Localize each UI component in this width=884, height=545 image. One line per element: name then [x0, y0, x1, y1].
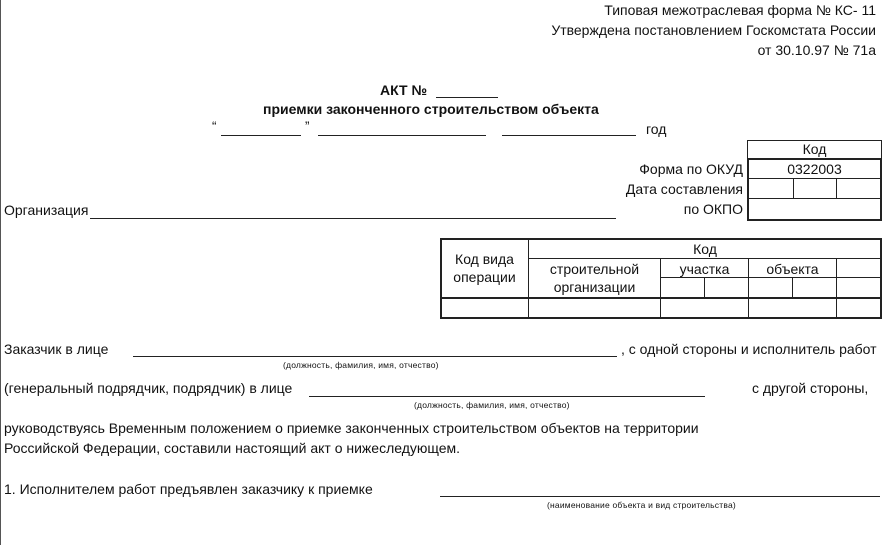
act-subtitle: приемки законченного строительством объекта: [263, 101, 599, 117]
op-code-header-1: Код вида: [455, 251, 514, 267]
form-type-line: Типовая межотраслевая форма № КС- 11: [604, 2, 876, 18]
codes-header: Код: [802, 141, 827, 157]
col-org-header-1: строительной: [549, 261, 640, 277]
okud-label: Форма по ОКУД: [639, 161, 743, 177]
quote-close: ”: [305, 119, 310, 134]
organization-label: Организация: [4, 202, 89, 218]
approval-date-line: от 30.10.97 № 71а: [757, 42, 876, 58]
month-field[interactable]: [318, 135, 486, 136]
col-org-header-2: организации: [553, 279, 636, 295]
page-left-border: [0, 0, 1, 545]
contractor-label: (генеральный подрядчик, подрядчик) в лице: [4, 380, 293, 396]
op-code-cell[interactable]: [443, 299, 527, 316]
object-name-field[interactable]: [440, 496, 880, 497]
op-code-header-2: операции: [453, 269, 516, 285]
paragraph-line-2: Российской Федерации, составили настоящий акт о нижеследующем.: [4, 440, 461, 456]
customer-field[interactable]: [133, 356, 617, 357]
year-word: год: [646, 121, 667, 137]
act-number-field[interactable]: [436, 97, 498, 98]
contractor-hint: (должность, фамилия, имя, отчество): [414, 400, 570, 410]
section-code-cell[interactable]: [662, 299, 747, 316]
organization-field[interactable]: [90, 218, 616, 219]
okpo-label: по ОКПО: [683, 201, 743, 217]
okud-value: 0322003: [787, 161, 842, 177]
paragraph-line-1: руководствуясь Временным положением о приемке законченных строительством объектов на территории: [4, 420, 699, 436]
item-1-text: 1. Исполнителем работ предъявлен заказчику к приемке: [4, 481, 373, 497]
date-month-cell[interactable]: [794, 179, 835, 197]
quote-open: “: [212, 119, 217, 134]
act-number-label: АКТ №: [380, 82, 428, 98]
date-label: Дата составления: [625, 181, 743, 197]
customer-tail: , с одной стороны и исполнитель работ: [621, 341, 877, 357]
date-day-cell[interactable]: [749, 179, 792, 197]
object-name-hint: (наименование объекта и вид строительства): [547, 500, 736, 510]
col-section-header: участка: [679, 261, 730, 277]
col-object-header: объекта: [766, 261, 819, 277]
contractor-tail: с другой стороны,: [752, 380, 869, 396]
day-field[interactable]: [221, 135, 301, 136]
year-field[interactable]: [502, 135, 636, 136]
customer-hint: (должность, фамилия, имя, отчество): [283, 360, 439, 370]
contractor-field[interactable]: [309, 396, 705, 397]
approval-line: Утверждена постановлением Госкомстата России: [551, 22, 876, 38]
date-year-cell[interactable]: [837, 179, 879, 197]
org-code-cell[interactable]: [530, 299, 659, 316]
code-group-header: Код: [693, 241, 717, 257]
object-code-cell[interactable]: [750, 299, 835, 316]
okpo-cell[interactable]: [750, 200, 879, 218]
customer-label: Заказчик в лице: [4, 341, 109, 357]
